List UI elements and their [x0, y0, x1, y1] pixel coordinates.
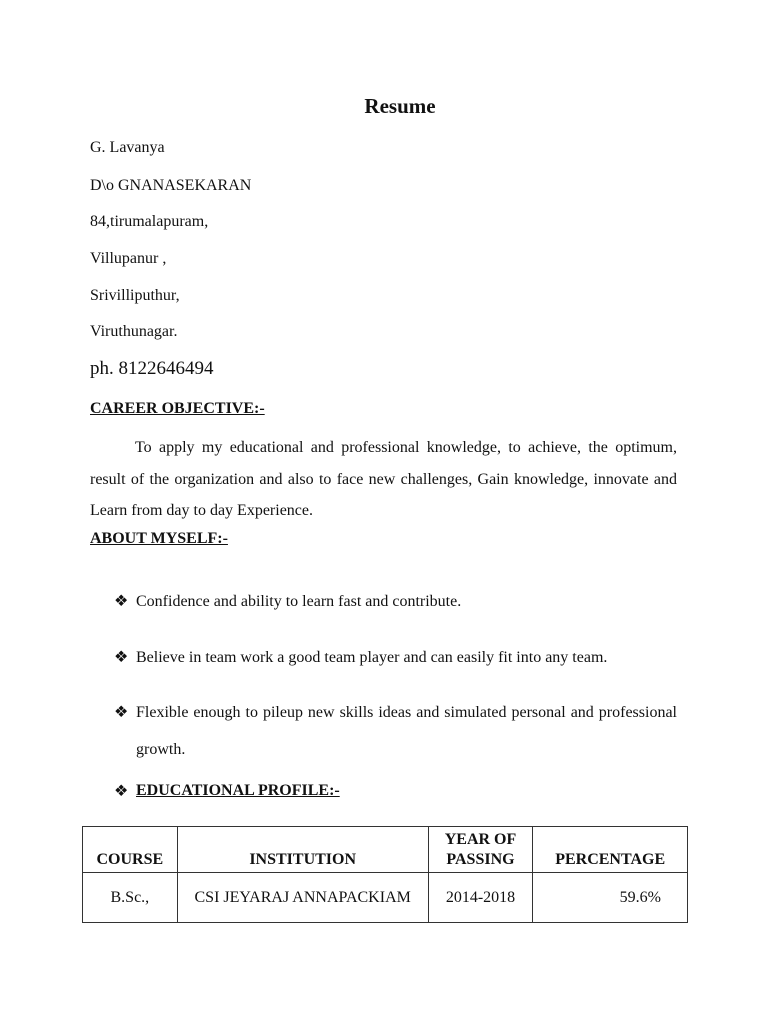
about-myself-heading: ABOUT MYSELF:- [90, 530, 228, 547]
column-header: INSTITUTION [177, 827, 428, 873]
address-district: Viruthunagar. [90, 323, 178, 340]
table-cell: 59.6% [533, 873, 688, 923]
table-cell: CSI JEYARAJ ANNAPACKIAM [177, 873, 428, 923]
column-header: COURSE [83, 827, 178, 873]
table-cell: B.Sc., [83, 873, 178, 923]
career-objective-body: To apply my educational and professional knowledge, to achieve, the optimum, result of the organization and also to face new challenges, Gain knowledge, innovate and Learn from day to day Experience. [90, 439, 677, 519]
address-town: Srivilliputhur, [90, 287, 180, 304]
table-row [83, 873, 688, 923]
document-title: Resume [364, 94, 436, 118]
career-objective-text [90, 432, 677, 527]
about-item: Believe in team work a good team player and can easily fit into any team. [136, 649, 608, 666]
table-header-row [83, 827, 688, 873]
column-header: PERCENTAGE [533, 827, 688, 873]
about-item: Confidence and ability to learn fast and contribute. [136, 593, 462, 610]
candidate-name: G. Lavanya [90, 139, 165, 156]
educational-profile-heading: EDUCATIONAL PROFILE:- [136, 782, 340, 799]
about-item: Flexible enough to pileup new skills ideas and simulated personal and professional growth. [136, 704, 677, 758]
bullet-icon: ❖ [114, 704, 129, 721]
bullet-icon: ❖ [114, 783, 129, 800]
education-table [82, 826, 688, 923]
career-objective-heading: CAREER OBJECTIVE:- [90, 400, 265, 417]
bullet-icon: ❖ [114, 649, 129, 666]
bullet-icon: ❖ [114, 593, 129, 610]
column-header: YEAR OF PASSING [428, 827, 533, 873]
phone-number: ph. 8122646494 [90, 358, 214, 379]
table-cell: 2014-2018 [428, 873, 533, 923]
address-village: Villupanur , [90, 250, 167, 267]
address-street: 84,tirumalapuram, [90, 213, 209, 230]
relation-line: D\o GNANASEKARAN [90, 177, 252, 194]
